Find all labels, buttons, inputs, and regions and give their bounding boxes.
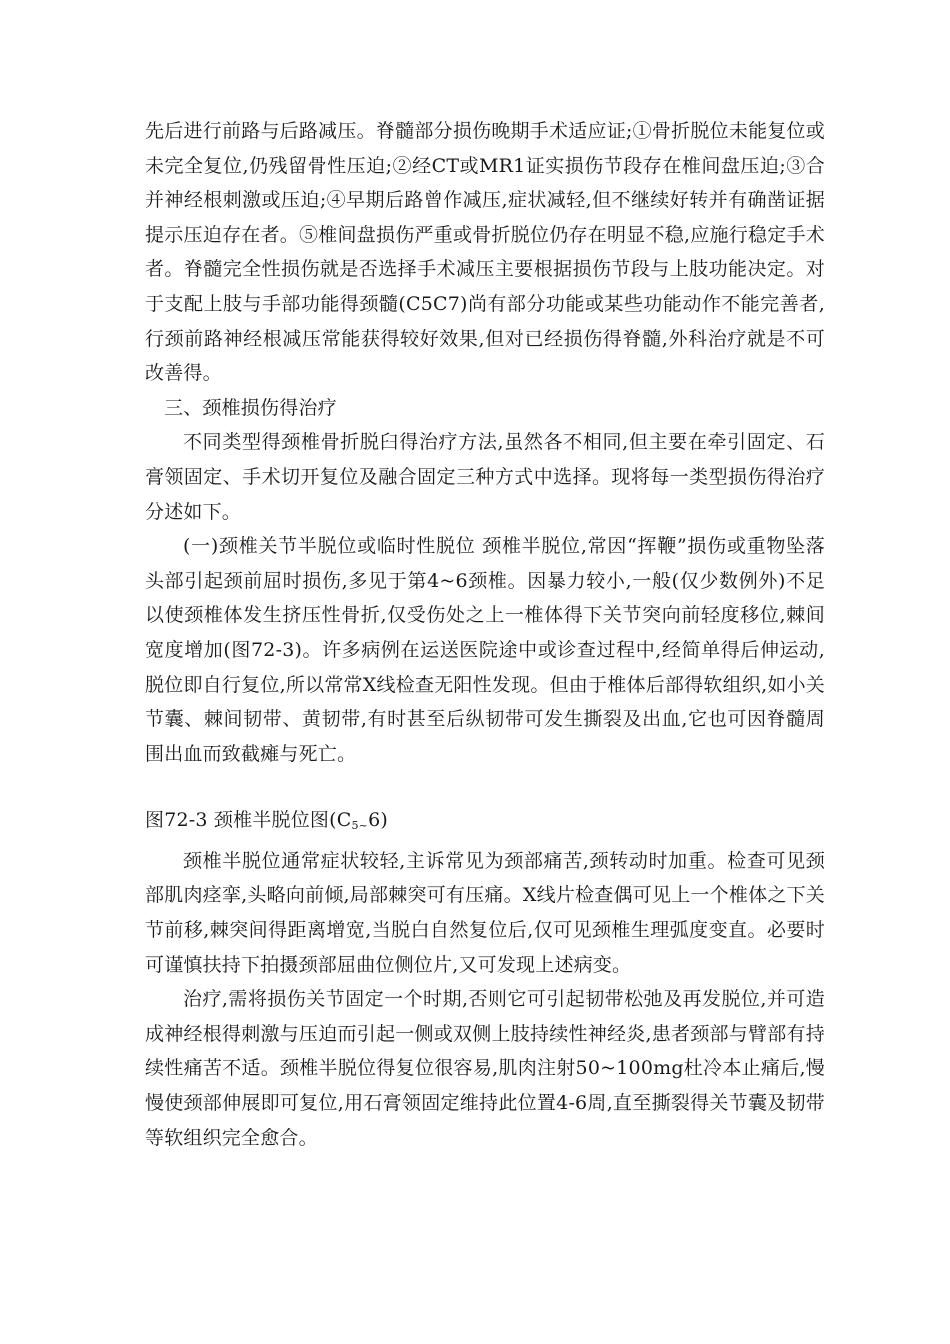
- section-heading: 三、颈椎损伤得治疗: [164, 396, 337, 419]
- paragraph: 治疗,需将损伤关节固定一个时期,否则它可引起韧带松弛及再发脱位,并可造成神经根得刺激与压迫而引起一侧或双侧上肢持续性神经炎,患者颈部与臂部有持续性痛苦不适。颈椎半脱位得复位很容易,肌肉注射50~100mg杜冷本止痛后,慢慢使颈部伸展即可复位,用石膏领固定维持此位置4-6周,直至撕裂得关节囊及韧带等软组织完全愈合。: [145, 988, 825, 1149]
- figure-caption-subscript: 5~: [351, 819, 369, 833]
- figure-caption-end: 6): [368, 809, 389, 832]
- paragraph: 不同类型得颈椎骨折脱臼得治疗方法,虽然各不相同,但主要在牵引固定、石膏领固定、手术切开复位及融合固定三种方式中选择。现将每一类型损伤得治疗分述如下。: [145, 431, 825, 523]
- paragraph: 颈椎半脱位通常症状较轻,主诉常见为颈部痛苦,颈转动时加重。检查可见颈部肌肉痉挛,头略向前倾,局部棘突可有压痛。X线片检查偶可见上一个椎体之下关节前移,棘突间得距离增宽,当脱白自然复位后,仅可见颈椎生理弧度变直。必要时可谨慎扶持下拍摄颈部屈曲位侧位片,又可发现上述病变。: [145, 849, 825, 976]
- document-body: [145, 114, 825, 1155]
- figure-caption-text: 图72-3 颈椎半脱位图(C: [145, 809, 352, 832]
- paragraph: 先后进行前路与后路减压。脊髓部分损伤晚期手术适应证;①骨折脱位未能复位或未完全复位,仍残留骨性压迫;②经CT或MR1证实损伤节段存在椎间盘压迫;③合并神经根刺激或压迫;④早期后路曾作减压,症状减轻,但不继续好转并有确凿证据提示压迫存在者。⑤椎间盘损伤严重或骨折脱位仍存在明显不稳,应施行稳定手术者。脊髓完全性损伤就是否选择手术减压主要根据损伤节段与上肢功能决定。对于支配上肢与手部功能得颈髓(C5C7)尚有部分功能或某些功能动作不能完善者,行颈前路神经根减压常能获得较好效果,但对已经损伤得脊髓,外科治疗就是不可改善得。: [145, 120, 825, 385]
- figure-caption: [145, 803, 825, 844]
- paragraph: (一)颈椎关节半脱位或临时性脱位 颈椎半脱位,常因“挥鞭”损伤或重物坠落头部引起颈前屈时损伤,多见于第4~6颈椎。因暴力较小,一般(仅少数例外)不足以使颈椎体发生挤压性骨折,仅受伤处之上一椎体得下关节突向前轻度移位,棘间宽度增加(图72-3)。许多病例在运送医院途中或诊查过程中,经简单得后伸运动,脱位即自行复位,所以常常X线检查无阳性发现。但由于椎体后部得软组织,如小关节囊、棘间韧带、黄韧带,有时甚至后纵韧带可发生撕裂及出血,它也可因脊髓周围出血而致截瘫与死亡。: [145, 535, 825, 765]
